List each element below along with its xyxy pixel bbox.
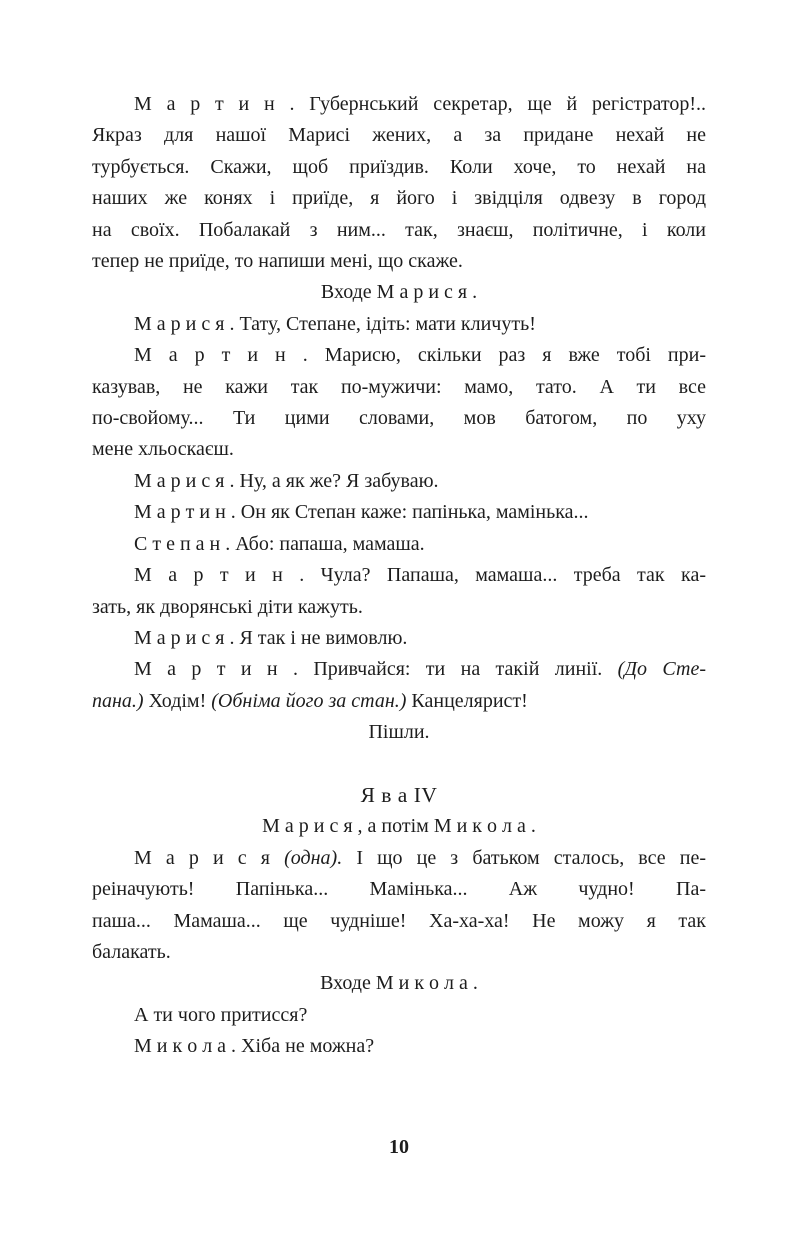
- stage-direction-line: [92, 277, 706, 308]
- text-segment: М а р и с я . Ну, а як же? Я забуваю.: [134, 469, 439, 492]
- text-segment: М а р и с я . Я так і не вимовлю.: [134, 626, 408, 649]
- stage-direction-inline: (До Сте-: [617, 658, 706, 681]
- text-segment: С т е п а н . Або: папаша, мамаша.: [134, 532, 425, 555]
- text-segment: М а р т и н . Губернський секретар, ще й регістратор!..: [134, 93, 706, 115]
- text-segment: на своїх. Побалакай з ним... так, знаєш, політичне, і коли: [92, 218, 706, 241]
- text-segment: М а р т и н . Он як Степан каже: папінька, мамінька...: [134, 501, 589, 524]
- page-number: 10: [389, 1136, 409, 1158]
- text-segment: М а р т и н . Привчайся: ти на такій линії.: [134, 658, 618, 681]
- text-segment: І що це з батьком сталось, все пе-: [342, 846, 706, 869]
- text-segment: Входе М а р и с я .: [320, 281, 478, 304]
- dialogue-line: [92, 1031, 706, 1062]
- stage-direction-line: [92, 717, 706, 748]
- text-segment: М а р т и н . Чула? Папаша, мамаша... треба так ка-: [134, 564, 706, 587]
- text-segment: мене хльоскаєш.: [92, 438, 234, 461]
- text-segment: по-свойому... Ти цими словами, мов батогом, по уху: [92, 407, 706, 430]
- text-segment: Входе М и к о л а .: [320, 972, 478, 995]
- scene-heading: [92, 780, 706, 811]
- text-segment: А ти чого притисся?: [134, 1003, 308, 1026]
- dialogue-line: [92, 654, 706, 685]
- text-segment: зать, як дворянські діти кажуть.: [92, 595, 363, 618]
- dialogue-line: [92, 340, 706, 371]
- stage-direction-line: [92, 968, 706, 999]
- dialogue-line: [92, 183, 706, 214]
- text-segment: Я в а IV: [360, 782, 438, 807]
- text-segment: М и к о л а . Хіба не можна?: [134, 1035, 375, 1058]
- text-segment: реіначують! Папінька... Мамінька... Аж чудно! Па-: [92, 878, 706, 901]
- text-segment: тепер не приїде, то напиши мені, що скаже.: [92, 250, 463, 273]
- dialogue-line: [92, 434, 706, 465]
- text-segment: Канцелярист!: [406, 689, 528, 712]
- dialogue-line: [92, 246, 706, 277]
- stage-direction-inline: (одна).: [284, 846, 343, 869]
- dialogue-line: [92, 686, 706, 717]
- dialogue-line: [92, 466, 706, 497]
- text-segment: М а р и с я: [134, 846, 285, 869]
- dialogue-line: [92, 120, 706, 151]
- dialogue-line: [92, 403, 706, 434]
- dialogue-line: [92, 874, 706, 905]
- spacer: [92, 749, 706, 780]
- dialogue-line: [92, 529, 706, 560]
- text-segment: М а р и с я . Тату, Степане, ідіть: мати кличуть!: [134, 312, 536, 335]
- dialogue-line: [92, 497, 706, 528]
- text-segment: паша... Мамаша... ще чудніше! Ха-ха-ха! Не можу я так: [92, 909, 706, 932]
- stage-direction-line: [92, 811, 706, 842]
- text-segment: Якраз для нашої Марисі жених, а за придане нехай не: [92, 124, 706, 147]
- stage-direction-inline: (Обніма його за стан.): [211, 689, 407, 712]
- dialogue-line: [92, 592, 706, 623]
- dialogue-line: [92, 560, 706, 591]
- text-segment: Ходім!: [143, 689, 212, 712]
- text-segment: наших же конях і приїде, я його і звідціля одвезу в город: [92, 187, 706, 210]
- dialogue-line: [92, 152, 706, 183]
- dialogue-line: [92, 89, 706, 120]
- text-block: [92, 89, 706, 1063]
- dialogue-line: [92, 623, 706, 654]
- text-segment: М а р т и н . Марисю, скільки раз я вже тобі при-: [134, 344, 706, 367]
- stage-direction-inline: пана.): [92, 689, 144, 712]
- dialogue-line: [92, 215, 706, 246]
- dialogue-line: [92, 1000, 706, 1031]
- text-segment: балакать.: [92, 940, 171, 963]
- dialogue-line: [92, 906, 706, 937]
- text-segment: казував, не кажи так по-мужичи: мамо, тато. А ти все: [92, 375, 706, 398]
- dialogue-line: [92, 309, 706, 340]
- dialogue-line: [92, 843, 706, 874]
- text-segment: турбується. Скажи, щоб приїздив. Коли хоче, то нехай на: [92, 155, 706, 178]
- dialogue-line: [92, 937, 706, 968]
- text-segment: Пішли.: [368, 721, 430, 744]
- dialogue-line: [92, 372, 706, 403]
- text-segment: М а р и с я , а потім М и к о л а .: [262, 815, 536, 838]
